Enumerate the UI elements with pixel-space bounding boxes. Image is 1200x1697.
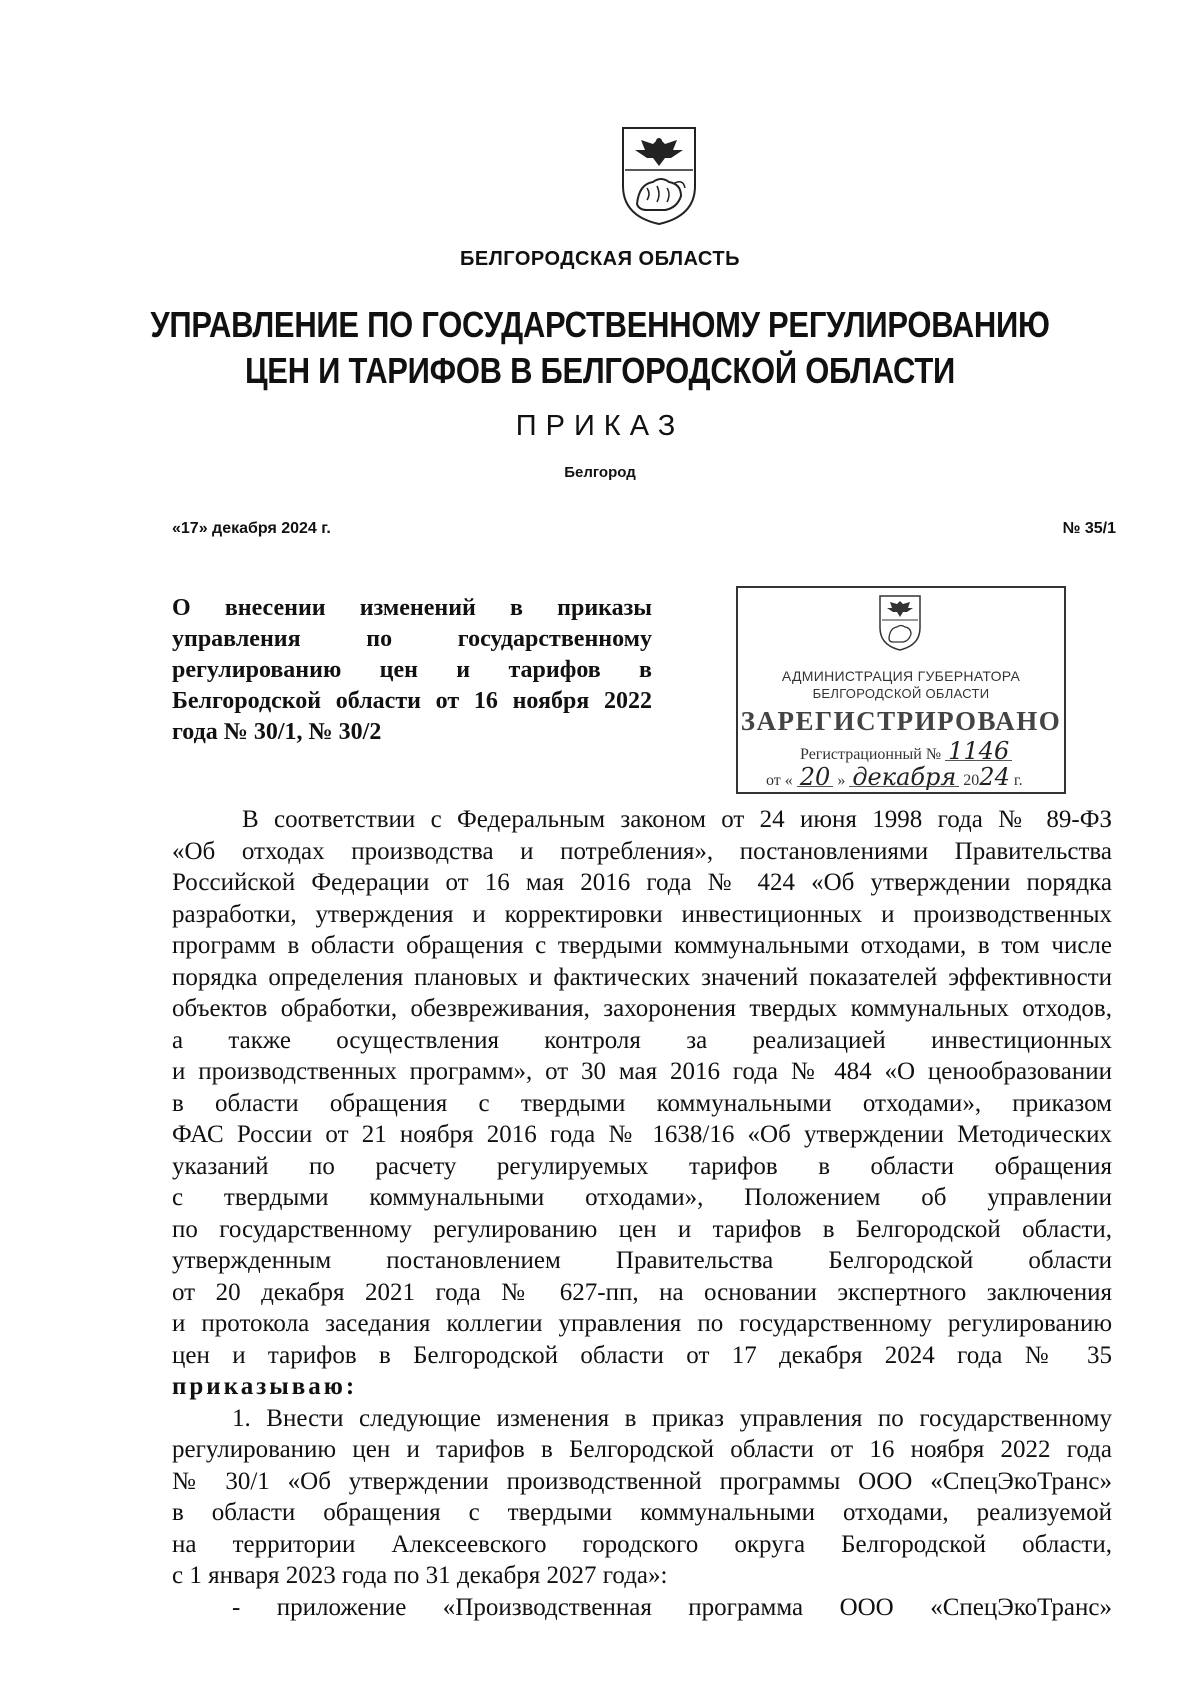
- preamble-line: Российской Федерации от 16 мая 2016 года № 424 «Об утверждении порядка: [172, 869, 1112, 896]
- stamp-line1: АДМИНИСТРАЦИЯ ГУБЕРНАТОРА: [781, 668, 1021, 684]
- preamble-line: объектов обработки, обезвреживания, захоронения твердых коммунальных отходов,: [172, 995, 1112, 1022]
- preamble-line: разработки, утверждения и корректировки инвестиционных и производственных: [172, 900, 1112, 928]
- stamp-reg-row: [800, 737, 1012, 765]
- preamble-line: ФАС России от 21 ноября 2016 года № 1638/16 «Об утверждении Методических: [172, 1121, 1112, 1148]
- document-number: № 35/1: [1062, 520, 1116, 537]
- preamble-line: программ в области обращения с твердыми коммунальными отходами, в том числе: [172, 932, 1112, 959]
- stamp-title: ЗАРЕГИСТРИРОВАНО: [740, 706, 1062, 736]
- preamble-line: утвержденным постановлением Правительства Белгородской области: [172, 1247, 1112, 1274]
- preamble-line: «Об отходах производства и потребления», постановлениями Правительства: [172, 837, 1112, 865]
- preamble-line: и производственных программ», от 30 мая 2016 года № 484 «О ценообразовании: [172, 1058, 1112, 1085]
- preamble-line: в области обращения с твердыми коммунальными отходами», приказом: [172, 1089, 1112, 1117]
- stamp-month: декабря: [849, 768, 959, 787]
- preamble-line: от 20 декабря 2021 года № 627-пп, на основании экспертного заключения: [172, 1278, 1112, 1306]
- document-subject: О внесении изменений в приказы управления по государственному регулированию цен и тарифов в Белгородской области от 16 ноября 2022 года № 30/1, № 30/2: [172, 595, 652, 745]
- preamble-line: В соответствии с Федеральным законом от 24 июня 1998 года № 89-ФЗ: [242, 806, 1112, 833]
- document-body: [172, 804, 1112, 1623]
- item-line: регулированию цен и тарифов в Белгородской области от 16 ноября 2022 года: [172, 1436, 1112, 1463]
- stamp-mid: »: [837, 772, 846, 789]
- preamble-line: указаний по расчету регулируемых тарифов в области обращения: [172, 1152, 1112, 1180]
- document-date: «17» декабря 2024 г.: [172, 520, 331, 537]
- stamp-year-prefix: 20: [963, 772, 980, 789]
- coat-of-arms-icon: [617, 124, 701, 228]
- city: Белгород: [564, 464, 636, 481]
- agency-name-line1: УПРАВЛЕНИЕ ПО ГОСУДАРСТВЕННОМУ РЕГУЛИРОВАНИЮ: [150, 304, 1050, 345]
- registration-stamp: [736, 586, 1066, 794]
- sub-item-line: - приложение «Производственная программа ООО «СпецЭкоТранс»: [232, 1593, 1112, 1621]
- preamble-line: по государственному регулированию цен и тарифов в Белгородской области,: [172, 1215, 1112, 1243]
- stamp-year-end: г.: [1013, 772, 1023, 789]
- stamp-reg-number: 1146: [945, 742, 1012, 761]
- agency-name: [84, 302, 1116, 394]
- preamble-line: а также осуществления контроля за реализацией инвестиционных: [172, 1026, 1112, 1054]
- preamble-line: и протокола заседания коллегии управления по государственному регулированию: [172, 1310, 1112, 1337]
- stamp-from-label: от «: [766, 772, 793, 789]
- item-line: в области обращения с твердыми коммунальными отходами, реализуемой: [172, 1499, 1112, 1526]
- preamble-line: порядка определения плановых и фактических значений показателей эффективности: [172, 963, 1112, 991]
- item-line: № 30/1 «Об утверждении производственной программы ООО «СпецЭкоТранс»: [172, 1467, 1112, 1495]
- stamp-date-row: [766, 763, 1023, 791]
- document-type: ПРИКАЗ: [515, 410, 685, 442]
- item-line: с 1 января 2023 года по 31 декабря 2027 года»:: [172, 1562, 668, 1589]
- stamp-reg-label: Регистрационный №: [800, 746, 942, 763]
- stamp-line2: БЕЛГОРОДСКОЙ ОБЛАСТИ: [812, 686, 990, 701]
- preamble-line: с твердыми коммунальными отходами», Положением об управлении: [172, 1184, 1112, 1211]
- preamble-line: цен и тарифов в Белгородской области от 17 декабря 2024 года № 35: [172, 1341, 1112, 1369]
- stamp-year-suffix: 24: [979, 763, 1010, 791]
- agency-name-line2: ЦЕН И ТАРИФОВ В БЕЛГОРОДСКОЙ ОБЛАСТИ: [244, 350, 956, 391]
- stamp-day: 20: [797, 768, 834, 787]
- order-word: приказываю:: [172, 1373, 358, 1400]
- item-line: на территории Алексеевского городского округа Белгородской области,: [172, 1530, 1112, 1558]
- region-heading: БЕЛГОРОДСКАЯ ОБЛАСТЬ: [460, 248, 740, 270]
- stamp-emblem-icon: [877, 594, 923, 652]
- item-line: 1. Внести следующие изменения в приказ управления по государственному: [232, 1404, 1112, 1432]
